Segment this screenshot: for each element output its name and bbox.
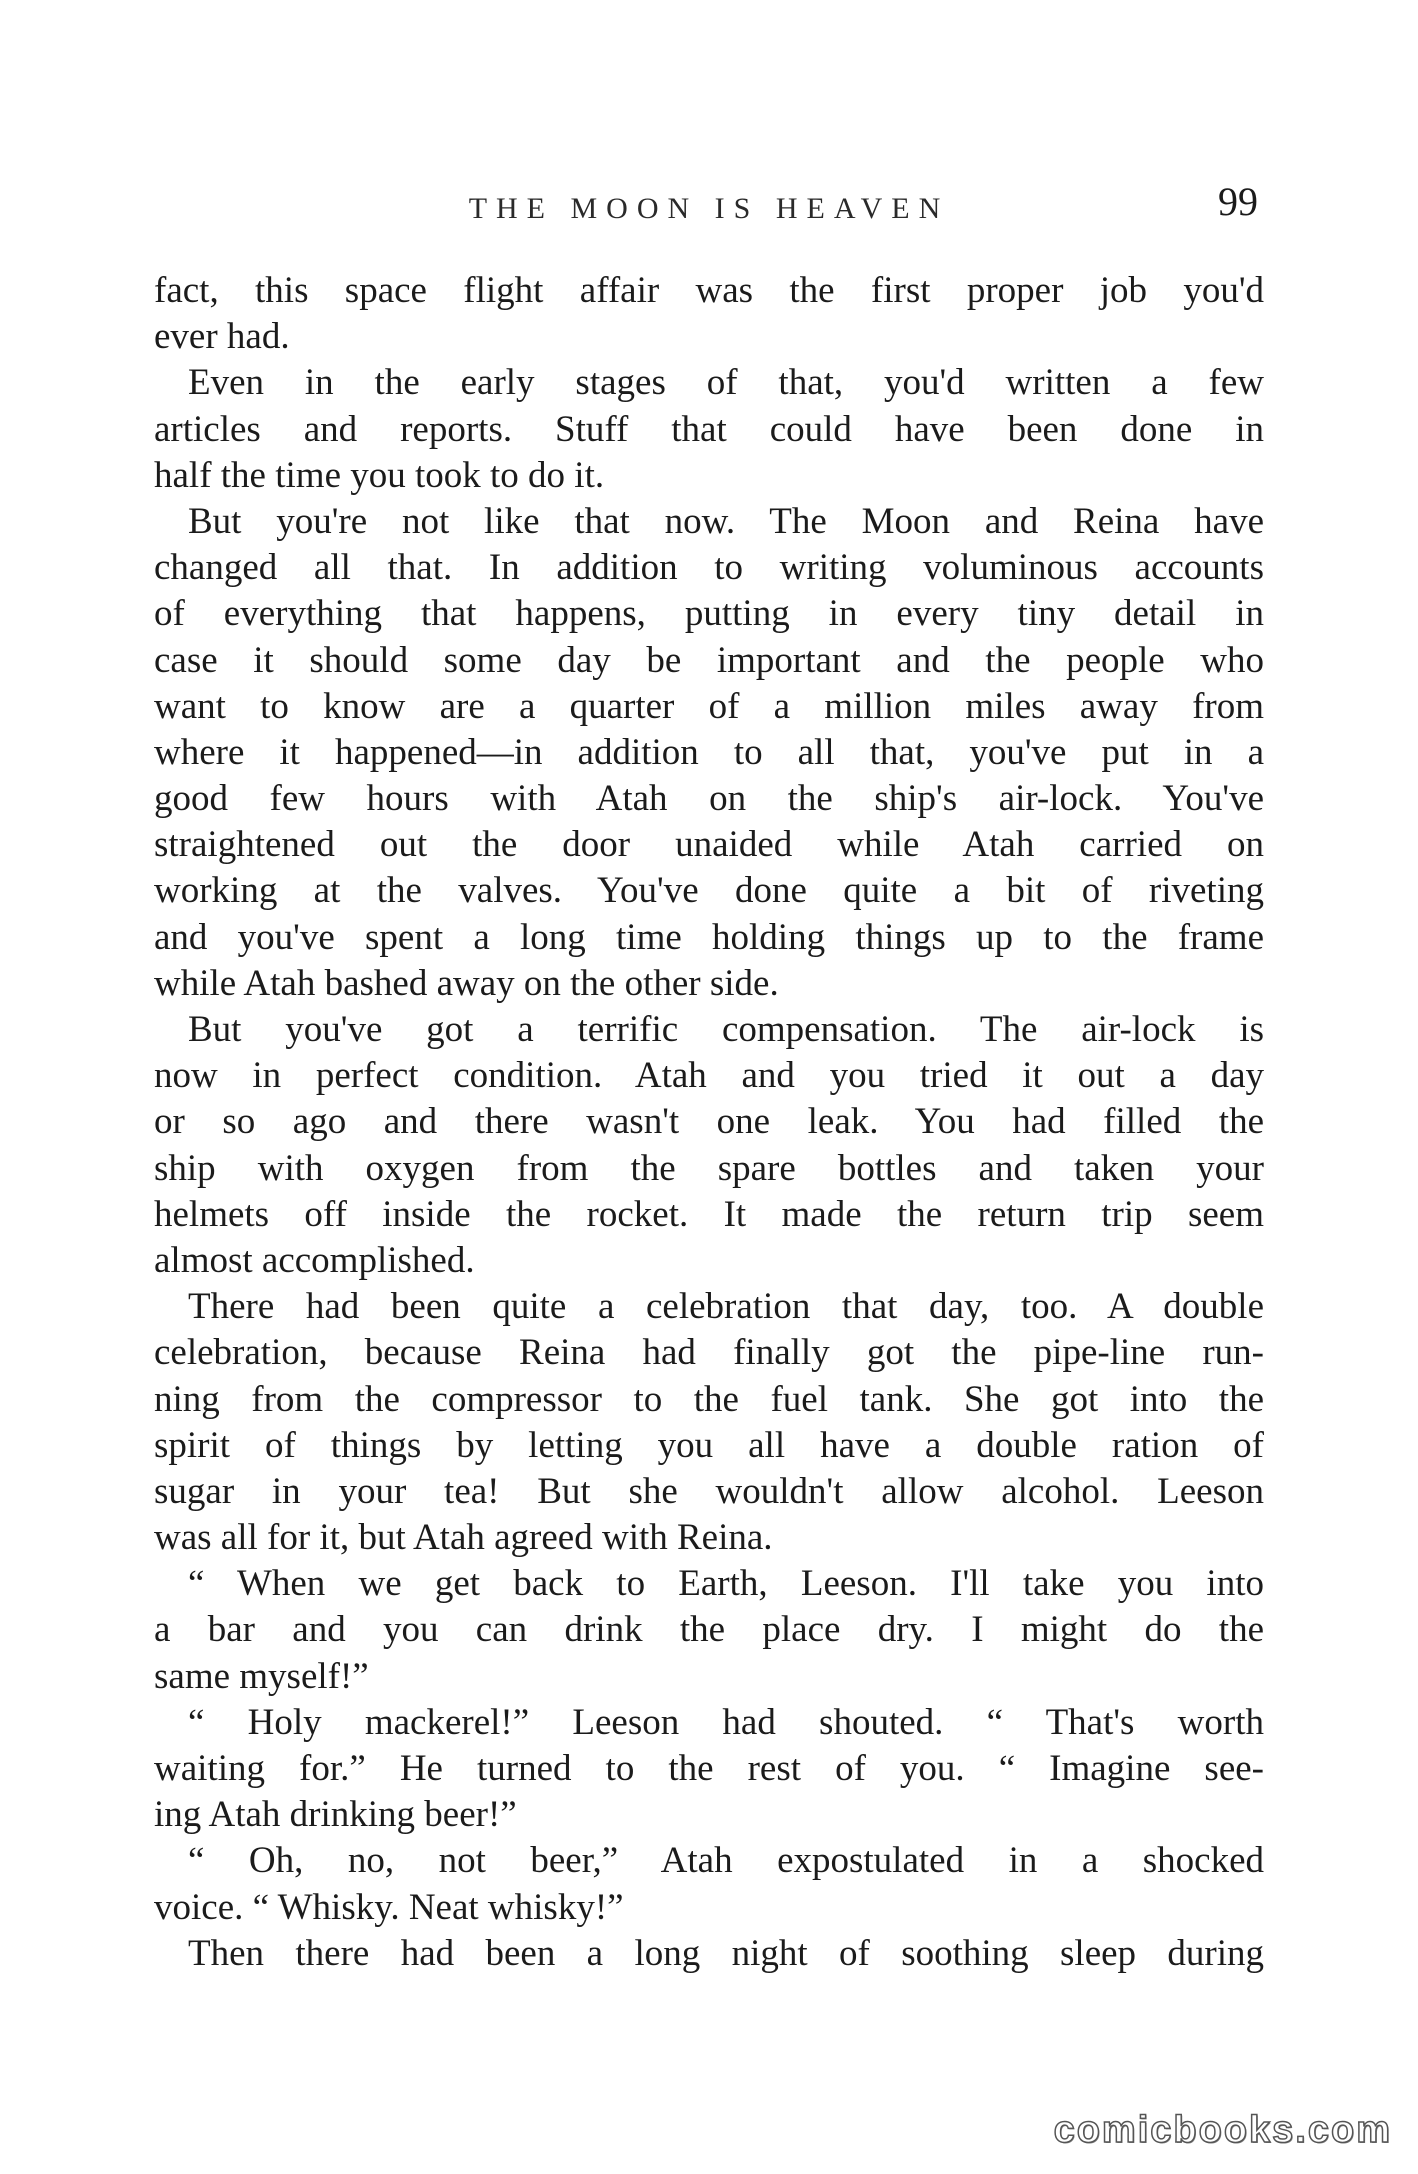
text-line: Even in the early stages of that, you'd written a few <box>188 362 1264 404</box>
text-line: was all for it, but Atah agreed with Reina. <box>154 1517 773 1559</box>
text-line: There had been quite a celebration that day, too. A double <box>188 1286 1264 1328</box>
text-line: good few hours with Atah on the ship's air-lock. You've <box>154 778 1264 820</box>
text-line: want to know are a quarter of a million miles away from <box>154 685 1264 727</box>
running-title: THE MOON IS HEAVEN <box>468 192 950 225</box>
text-line: half the time you took to do it. <box>154 454 605 496</box>
text-line: straightened out the door unaided while Atah carried on <box>154 824 1264 866</box>
text-line: almost accomplished. <box>154 1239 475 1281</box>
text-line: But you've got a terrific compensation. The air-lock is <box>188 1009 1264 1050</box>
text-line: ning from the compressor to the fuel tank. She got into the <box>154 1378 1264 1420</box>
text-line: working at the valves. You've done quite a bit of riveting <box>154 870 1264 912</box>
text-line: spirit of things by letting you all have a double ration of <box>154 1424 1264 1466</box>
text-line: while Atah bashed away on the other side. <box>154 962 779 1004</box>
running-head <box>160 176 1258 236</box>
text-line: same myself!” <box>154 1655 369 1697</box>
text-line: ing Atah drinking beer!” <box>154 1794 517 1836</box>
text-line: ship with oxygen from the spare bottles and taken your <box>154 1147 1264 1189</box>
text-line: a bar and you can drink the place dry. I might do the <box>154 1609 1264 1651</box>
body-text <box>154 268 1264 1977</box>
text-line: fact, this space flight affair was the first proper job you'd <box>154 270 1264 311</box>
text-line: and you've spent a long time holding things up to the frame <box>154 916 1264 958</box>
watermark-logo: comicbooks.com <box>1053 2109 1392 2151</box>
text-line: celebration, because Reina had finally got the pipe-line run- <box>154 1332 1264 1374</box>
text-line: ever had. <box>154 316 290 358</box>
text-line: where it happened—in addition to all that, you've put in a <box>154 731 1264 773</box>
text-line: changed all that. In addition to writing voluminous accounts <box>154 547 1264 589</box>
text-line: of everything that happens, putting in every tiny detail in <box>154 593 1264 635</box>
text-line: “ Holy mackerel!” Leeson had shouted. “ That's worth <box>188 1701 1264 1743</box>
text-line: or so ago and there wasn't one leak. You had filled the <box>154 1101 1264 1143</box>
text-line: waiting for.” He turned to the rest of you. “ Imagine see- <box>154 1748 1264 1789</box>
text-line: Then there had been a long night of soothing sleep during <box>188 1932 1264 1974</box>
text-line: now in perfect condition. Atah and you tried it out a day <box>154 1055 1264 1097</box>
text-line: articles and reports. Stuff that could have been done in <box>154 408 1264 450</box>
text-line: case it should some day be important and the people who <box>154 639 1264 681</box>
text-line: voice. “ Whisky. Neat whisky!” <box>154 1886 624 1928</box>
text-line: helmets off inside the rocket. It made the return trip seem <box>154 1193 1264 1235</box>
text-line: “ Oh, no, not beer,” Atah expostulated in a shocked <box>188 1840 1264 1882</box>
page-number: 99 <box>1218 179 1258 224</box>
text-line: “ When we get back to Earth, Leeson. I'll take you into <box>188 1563 1264 1605</box>
text-line: But you're not like that now. The Moon and Reina have <box>188 500 1264 542</box>
text-line: sugar in your tea! But she wouldn't allow alcohol. Leeson <box>154 1470 1264 1512</box>
